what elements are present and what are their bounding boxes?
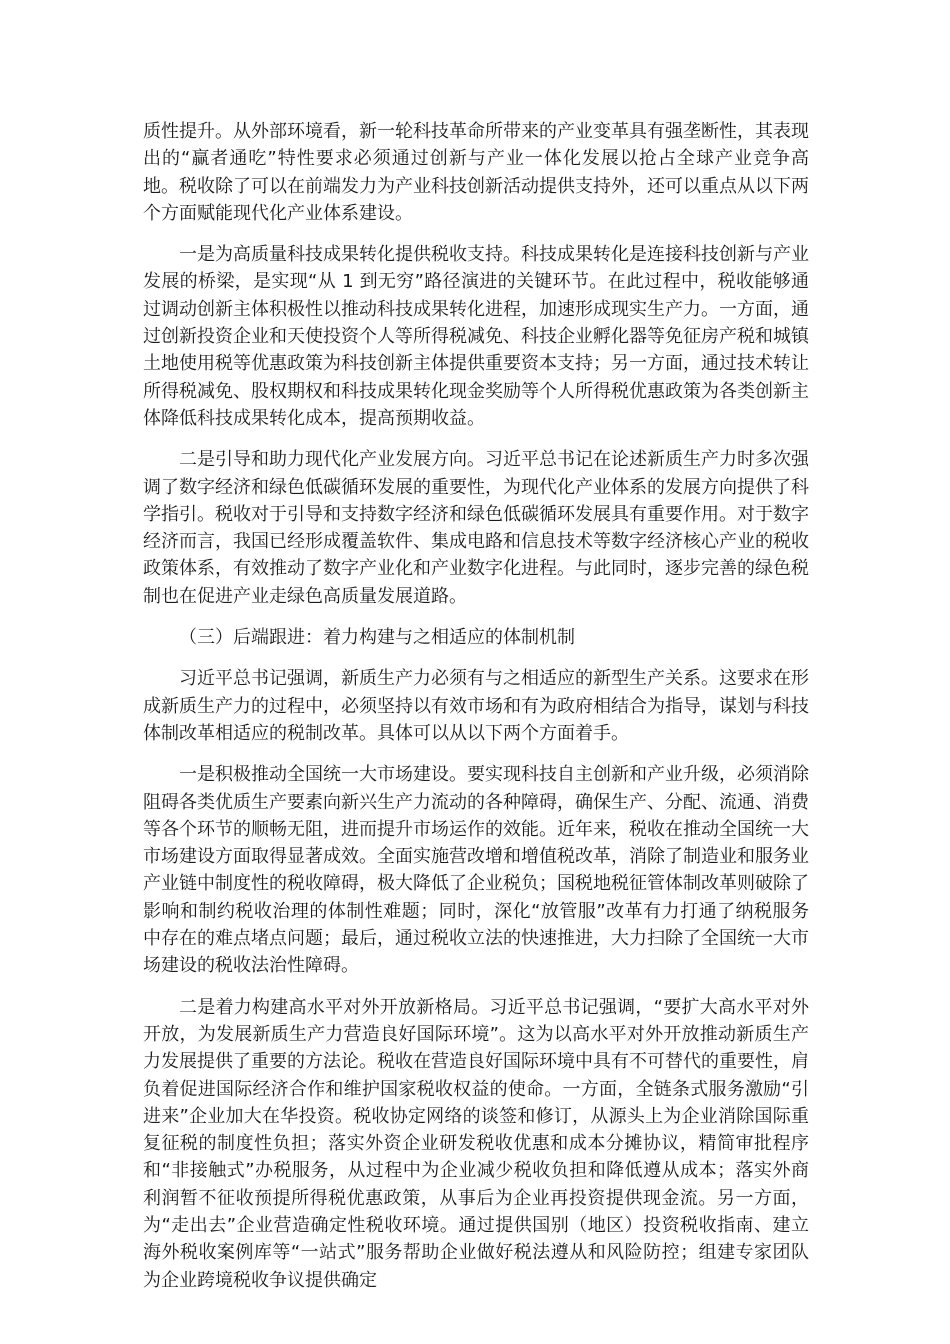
paragraph-tech-transfer: 一是为高质量科技成果转化提供税收支持。科技成果转化是连接科技创新与产业发展的桥梁，是实现“从 1 到无穷”路径演进的关键环节。在此过程中，税收能够通过调动创新主体积极性以推动科技成果转化进程，加速形成现实生产力。一方面，通过创新投资企业和天使投资个人等所得税减免、科技企业孵化器等免征房产税和城镇土地使用税等优惠政策为科技创新主体提供重要资本支持；另一方面，通过技术转让所得税减免、股权期权和科技成果转化现金奖励等个人所得税优惠政策为各类创新主体降低科技成果转化成本，提高预期收益。 — [143, 244, 809, 429]
paragraph-opening-up: 二是着力构建高水平对外开放新格局。习近平总书记强调，“要扩大高水平对外开放，为发展新质生产力营造良好国际环境”。这为以高水平对外开放推动新质生产力发展提供了重要的方法论。税收在营造良好国际环境中具有不可替代的重要性，肩负着促进国际经济合作和维护国家税收权益的使命。一方面，全链条式服务激励“引进来”企业加大在华投资。税收协定网络的谈签和修订，从源头上为企业消除国际重复征税的制度性负担；落实外资企业研发税收优惠和成本分摊协议，精简审批程序和“非接触式”办税服务，从过程中为企业减少税收负担和降低遵从成本；落实外商利润暂不征收预提所得税优惠政策，从事后为企业再投资提供现金流。另一方面，为“走出去”企业营造确定性税收环境。通过提供国别（地区）投资税收指南、建立海外税收案例库等“一站式”服务帮助企业做好税法遵从和风险防控；组建专家团队为企业跨境税收争议提供确定 — [143, 996, 809, 1291]
paragraph-continued: 质性提升。从外部环境看，新一轮科技革命所带来的产业变革具有强垄断性，其表现出的“赢者通吃”特性要求必须通过创新与产业一体化发展以抢占全球产业竞争高地。税收除了可以在前端发力为产业科技创新活动提供支持外，还可以重点从以下两个方面赋能现代化产业体系建设。 — [143, 121, 809, 224]
section-heading: （三）后端跟进：着力构建与之相适应的体制机制 — [179, 627, 575, 649]
document-body — [143, 118, 809, 1308]
paragraph-production-relations: 习近平总书记强调，新质生产力必须有与之相适应的新型生产关系。这要求在形成新质生产力的过程中，必须坚持以有效市场和有为政府相结合为指导，谋划与科技体制改革相适应的税制改革。具体可以从以下两个方面着手。 — [143, 668, 809, 744]
paragraph-industry-direction: 二是引导和助力现代化产业发展方向。习近平总书记在论述新质生产力时多次强调了数字经济和绿色低碳循环发展的重要性，为现代化产业体系的发展方向提供了科学指引。税收对于引导和支持数字经济和绿色低碳循环发展具有重要作用。对于数字经济而言，我国已经形成覆盖软件、集成电路和信息技术等数字经济核心产业的税收政策体系，有效推动了数字产业化和产业数字化进程。与此同时，逐步完善的绿色税制也在促进产业走绿色高质量发展道路。 — [143, 449, 809, 607]
paragraph-unified-market: 一是积极推动全国统一大市场建设。要实现科技自主创新和产业升级，必须消除阻碍各类优质生产要素向新兴生产力流动的各种障碍，确保生产、分配、流通、消费等各个环节的顺畅无阻，进而提升市场运作的效能。近年来，税收在推动全国统一大市场建设方面取得显著成效。全面实施营改增和增值税改革，消除了制造业和服务业产业链中制度性的税收障碍，极大降低了企业税负；国税地税征管体制改革则破除了影响和制约税收治理的体制性难题；同时，深化“放管服”改革有力打通了纳税服务中存在的难点堵点问题；最后，通过税收立法的快速推进，大力扫除了全国统一大市场建设的税收法治性障碍。 — [143, 764, 809, 977]
